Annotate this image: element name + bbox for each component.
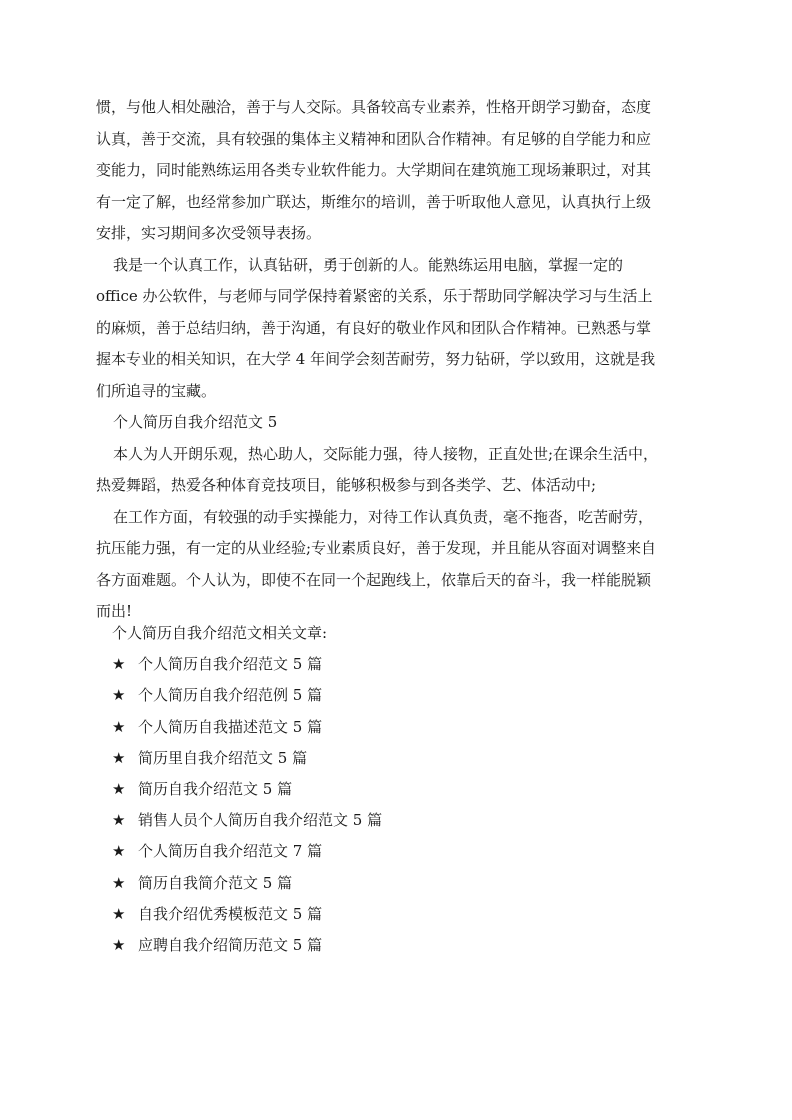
- related-article-link[interactable]: 简历里自我介绍范文 5 篇: [138, 748, 308, 767]
- paragraph: [96, 439, 696, 502]
- star-icon: ★: [112, 655, 126, 674]
- related-article-link[interactable]: 销售人员个人简历自我介绍范文 5 篇: [138, 811, 383, 830]
- related-article-item[interactable]: [112, 743, 672, 774]
- related-article-link[interactable]: 个人简历自我介绍范文 5 篇: [138, 655, 323, 674]
- related-article-link[interactable]: 简历自我简介范文 5 篇: [138, 873, 293, 892]
- text-line: 我是一个认真工作，认真钻研，勇于创新的人。能熟练运用电脑，掌握一定的: [113, 255, 624, 274]
- paragraph: [96, 502, 696, 628]
- related-article-link[interactable]: 个人简历自我介绍范例 5 篇: [138, 686, 323, 705]
- related-articles: [112, 618, 672, 961]
- text-line: 握本专业的相关知识，在大学 4 年间学会刻苦耐劳，努力钻研，学以致用，这就是我: [96, 350, 656, 368]
- star-icon: ★: [112, 748, 126, 767]
- star-icon: ★: [112, 842, 126, 861]
- related-article-item[interactable]: [112, 774, 672, 805]
- related-article-link[interactable]: 自我介绍优秀模板范文 5 篇: [138, 904, 323, 923]
- text-line: 惯，与他人相处融洽，善于与人交际。具备较高专业素养，性格开朗学习勤奋，态度: [96, 98, 652, 116]
- related-article-link[interactable]: 应聘自我介绍简历范文 5 篇: [138, 935, 323, 954]
- related-article-item[interactable]: [112, 868, 672, 899]
- text-line: 的麻烦，善于总结归纳，善于沟通，有良好的敬业作风和团队合作精神。已熟悉与掌: [96, 318, 652, 337]
- text-line: office 办公软件，与老师与同学保持着紧密的关系，乐于帮助同学解决学习与生活上: [96, 287, 653, 305]
- star-icon: ★: [112, 811, 126, 830]
- star-icon: ★: [112, 717, 126, 736]
- text-line: 在工作方面，有较强的动手实操能力，对待工作认真负责，毫不拖沓，吃苦耐劳，: [113, 507, 654, 526]
- text-line: 们所追寻的宝藏。: [96, 381, 217, 400]
- related-article-item[interactable]: [112, 649, 672, 680]
- star-icon: ★: [112, 779, 126, 798]
- body-text: [96, 92, 696, 628]
- text-line: 个人简历自我介绍范文 5: [113, 413, 278, 431]
- text-line: 本人为人开朗乐观，热心助人，交际能力强，待人接物，正直处世;在课余生活中，: [113, 444, 659, 463]
- related-article-link[interactable]: 简历自我介绍范文 5 篇: [138, 779, 293, 798]
- text-line: 变能力，同时能熟练运用各类专业软件能力。大学期间在建筑施工现场兼职过，对其: [96, 161, 652, 179]
- related-article-item[interactable]: [112, 930, 672, 961]
- text-line: 热爱舞蹈，热爱各种体育竞技项目，能够积极参与到各类学、艺、体活动中;: [96, 476, 597, 494]
- text-line: 有一定了解，也经常参加广联达，斯维尔的培训，善于听取他人意见，认真执行上级: [96, 192, 652, 211]
- related-article-item[interactable]: [112, 680, 672, 711]
- star-icon: ★: [112, 686, 126, 705]
- related-article-item[interactable]: [112, 805, 672, 836]
- related-article-item[interactable]: [112, 712, 672, 743]
- text-line: 认真，善于交流，具有较强的集体主义精神和团队合作精神。有足够的自学能力和应: [96, 129, 652, 148]
- star-icon: ★: [112, 873, 126, 892]
- paragraph: [96, 250, 696, 408]
- related-article-item[interactable]: [112, 836, 672, 867]
- star-icon: ★: [112, 904, 126, 923]
- related-heading: 个人简历自我介绍范文相关文章:: [112, 624, 328, 642]
- text-line: 安排，实习期间多次受领导表扬。: [96, 224, 322, 242]
- text-line: 而出!: [96, 602, 133, 620]
- paragraph: [96, 92, 696, 250]
- related-article-link[interactable]: 个人简历自我描述范文 5 篇: [138, 717, 323, 736]
- star-icon: ★: [112, 935, 126, 954]
- text-line: 各方面难题。个人认为，即使不在同一个起跑线上，依靠后天的奋斗，我一样能脱颖: [96, 570, 652, 589]
- related-article-link[interactable]: 个人简历自我介绍范文 7 篇: [138, 842, 323, 861]
- paragraph: [96, 407, 696, 439]
- related-article-item[interactable]: [112, 899, 672, 930]
- text-line: 抗压能力强，有一定的从业经验;专业素质良好，善于发现，并且能从容面对调整来自: [96, 539, 657, 557]
